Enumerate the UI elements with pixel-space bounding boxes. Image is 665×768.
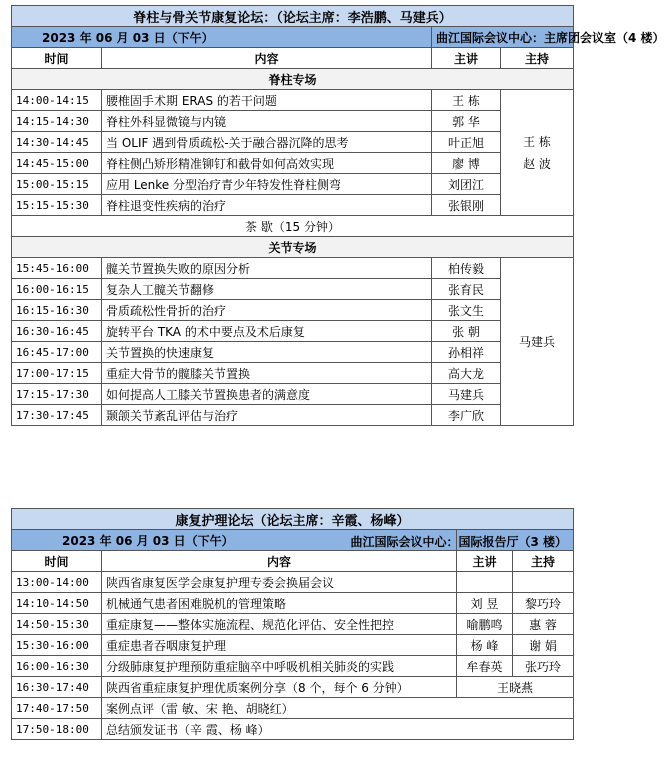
row-topic: 关节置换的快速康复 [102,342,432,363]
row-speaker: 牟春英 [457,656,513,677]
row-time: 14:30-14:45 [12,132,102,153]
forum2-header-row [12,551,574,572]
row-time: 14:00-14:15 [12,90,102,111]
row-topic: 应用 Lenke 分型治疗青少年特发性脊柱侧弯 [102,174,432,195]
tea-break-row [12,216,574,237]
table-row [12,90,574,111]
row-time: 16:30-16:45 [12,321,102,342]
table-row [12,677,574,698]
forum1-table [11,5,665,426]
table-row [12,342,574,363]
table-row [12,258,574,279]
joint-host: 马建兵 [501,258,574,426]
row-speaker: 王 栋 [432,90,501,111]
row-topic: 案例点评（雷 敏、宋 艳、胡晓红） [102,698,574,719]
row-time: 14:45-15:00 [12,153,102,174]
forum1-header-row [12,48,574,69]
row-host: 惠 蓉 [513,614,574,635]
spine-host-2: 赵 波 [523,156,551,171]
row-speaker: 刘团江 [432,174,501,195]
table-row [12,614,574,635]
header-time: 时间 [12,551,102,572]
forum1-title: 脊柱与骨关节康复论坛：（论坛主席：李浩鹏、马建兵） [12,6,574,27]
row-host: 张巧玲 [513,656,574,677]
row-time: 17:50-18:00 [12,719,102,740]
table-row [12,635,574,656]
row-time: 15:45-16:00 [12,258,102,279]
row-time: 14:15-14:30 [12,111,102,132]
row-speaker: 刘 昱 [457,593,513,614]
forum2-info-row [12,530,574,551]
forum2-venue-cell [350,530,574,551]
row-host: 王晓燕 [457,677,574,698]
row-time: 15:00-15:15 [12,174,102,195]
forum1-title-row [12,6,574,27]
forum2-table [11,508,574,740]
row-time: 15:30-16:00 [12,635,102,656]
row-topic: 重症患者吞咽康复护理 [102,635,457,656]
header-time: 时间 [12,48,102,69]
table-row [12,698,574,719]
row-time: 14:50-15:30 [12,614,102,635]
table-row [12,572,574,593]
table-row [12,153,574,174]
row-host: 谢 娟 [513,635,574,656]
row-time: 17:00-17:15 [12,363,102,384]
tea-break: 茶 歇（15 分钟） [12,216,574,237]
forum2-date: 2023 年 06 月 03 日（下午） [12,530,457,551]
row-time: 17:15-17:30 [12,384,102,405]
row-time: 17:40-17:50 [12,698,102,719]
table-row [12,132,574,153]
row-topic: 分级肺康复护理预防重症脑卒中呼吸机相关肺炎的实践 [102,656,457,677]
row-topic: 旋转平台 TKA 的术中要点及术后康复 [102,321,432,342]
row-topic: 脊柱退变性疾病的治疗 [102,195,432,216]
row-speaker: 张银刚 [432,195,501,216]
row-time: 16:00-16:15 [12,279,102,300]
row-topic: 颞颌关节紊乱评估与治疗 [102,405,432,426]
row-speaker: 廖 博 [432,153,501,174]
row-speaker: 张 朝 [432,321,501,342]
section-joint-title: 关节专场 [12,237,574,258]
row-speaker: 李广欣 [432,405,501,426]
header-content: 内容 [102,48,432,69]
table-row [12,719,574,740]
row-topic: 髋关节置换失败的原因分析 [102,258,432,279]
row-topic: 脊柱外科显微镜与内镜 [102,111,432,132]
section-row [12,69,574,90]
header-host: 主持 [501,48,574,69]
header-speaker: 主讲 [432,48,501,69]
row-time: 16:30-17:40 [12,677,102,698]
header-content: 内容 [102,551,457,572]
row-speaker: 马建兵 [432,384,501,405]
forum2-title: 康复护理论坛（论坛主席：辛霞、杨峰） [12,509,574,530]
header-speaker: 主讲 [457,551,513,572]
row-speaker: 杨 峰 [457,635,513,656]
row-topic: 重症大骨节的髋膝关节置换 [102,363,432,384]
row-speaker: 孙相祥 [432,342,501,363]
row-speaker: 叶正旭 [432,132,501,153]
table-row [12,593,574,614]
row-topic: 当 OLIF 遇到骨质疏松-关于融合器沉降的思考 [102,132,432,153]
row-topic: 陕西省重症康复护理优质案例分享（8 个，每个 6 分钟） [102,677,457,698]
row-topic: 脊柱侧凸矫形精准铆钉和截骨如何高效实现 [102,153,432,174]
row-topic: 总结颁发证书（辛 霞、杨 峰） [102,719,574,740]
table-row [12,405,574,426]
row-topic: 陕西省康复医学会康复护理专委会换届会议 [102,572,457,593]
row-speaker: 柏传毅 [432,258,501,279]
forum2-title-row [12,509,574,530]
row-time: 17:30-17:45 [12,405,102,426]
forum1-info-row [12,27,574,48]
table-row [12,195,574,216]
row-speaker [457,572,513,593]
row-speaker: 喻鹏鸣 [457,614,513,635]
row-time: 15:15-15:30 [12,195,102,216]
spine-host-1: 王 栋 [523,134,551,149]
row-time: 14:10-14:50 [12,593,102,614]
row-topic: 复杂人工髋关节翻修 [102,279,432,300]
header-host: 主持 [513,551,574,572]
table-row [12,300,574,321]
table-row [12,279,574,300]
row-topic: 如何提高人工膝关节置换患者的满意度 [102,384,432,405]
row-speaker: 高大龙 [432,363,501,384]
section-spine-title: 脊柱专场 [12,69,574,90]
section-row [12,237,574,258]
row-host [513,572,574,593]
row-time: 13:00-14:00 [12,572,102,593]
row-time: 16:00-16:30 [12,656,102,677]
table-row [12,656,574,677]
table-row [12,363,574,384]
row-topic: 机械通气患者困难脱机的管理策略 [102,593,457,614]
row-speaker: 郭 华 [432,111,501,132]
row-speaker: 张育民 [432,279,501,300]
row-time: 16:15-16:30 [12,300,102,321]
row-topic: 骨质疏松性骨折的治疗 [102,300,432,321]
row-topic: 重症康复——整体实施流程、规范化评估、安全性把控 [102,614,457,635]
table-row [12,384,574,405]
table-row [12,111,574,132]
forum1-venue: 曲江国际会议中心：主席团会议室（4 楼） [432,27,574,48]
row-topic: 腰椎固手术期 ERAS 的若干问题 [102,90,432,111]
table-row [12,321,574,342]
forum2-venue: 曲江国际会议中心：国际报告厅（3 楼） [350,535,568,549]
row-host: 黎巧玲 [513,593,574,614]
row-time: 16:45-17:00 [12,342,102,363]
table-row [12,174,574,195]
forum1-date: 2023 年 06 月 03 日（下午） [12,27,432,48]
spine-hosts [501,90,574,216]
row-speaker: 张文生 [432,300,501,321]
